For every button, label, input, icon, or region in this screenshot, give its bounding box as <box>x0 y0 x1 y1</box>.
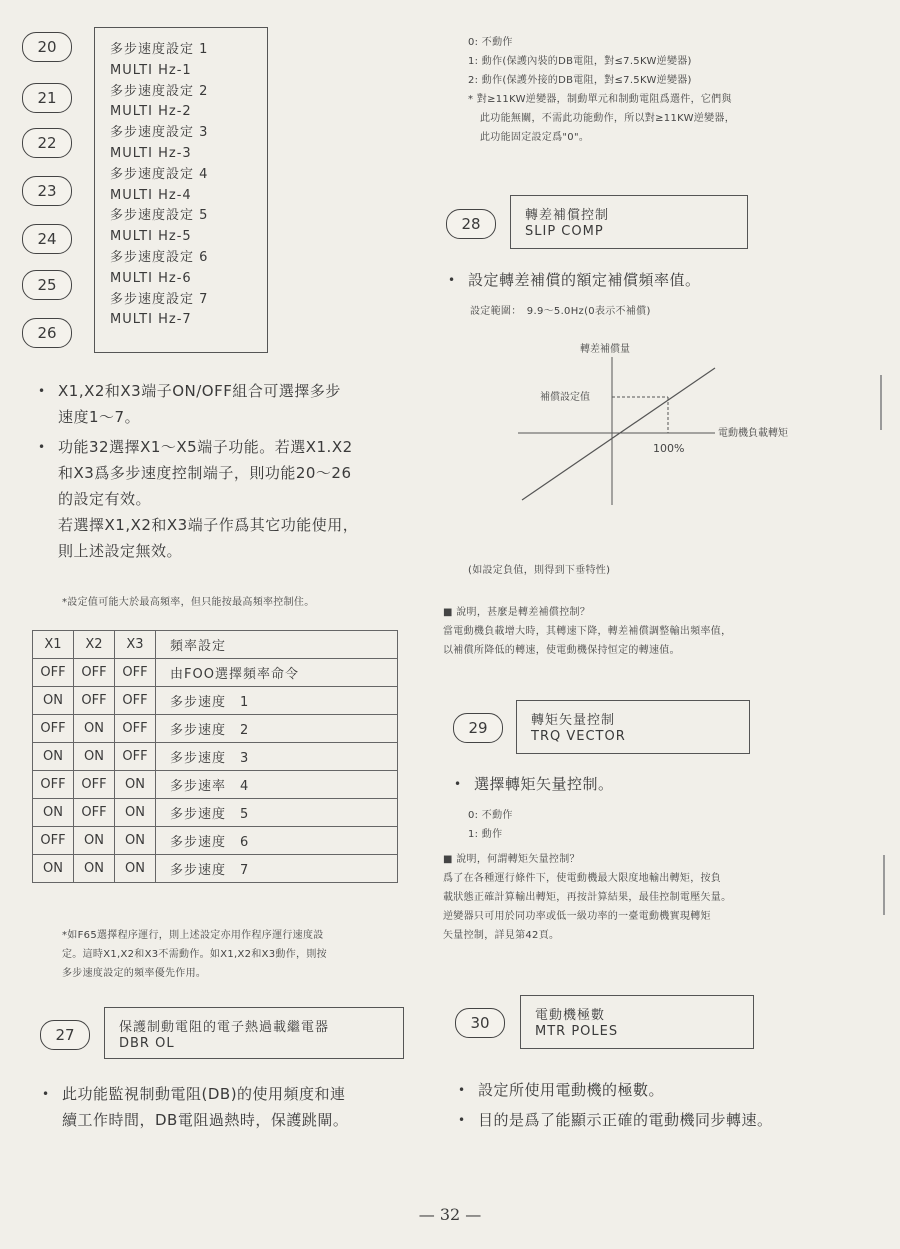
list-item: 多步速度設定 7 <box>110 291 209 307</box>
frequency-table <box>32 630 398 883</box>
bullet-text: 的設定有效。 <box>58 490 152 508</box>
table-header-row <box>33 631 398 659</box>
table-cell: 多步速率 4 <box>156 771 398 799</box>
bullet-dot-icon: • <box>38 440 46 454</box>
section-30-header-box <box>520 995 754 1049</box>
param-number-21: 21 <box>22 83 72 113</box>
bullet-dot-icon: • <box>454 777 462 791</box>
table-cell: 由FOO選擇頻率命令 <box>156 659 398 687</box>
table-header: 頻率設定 <box>156 631 398 659</box>
list-item: 多步速度設定 1 <box>110 42 209 57</box>
slip-comp-graph <box>500 335 820 515</box>
table-cell: ON <box>115 799 156 827</box>
list-item: MULTI Hz-3 <box>110 145 192 161</box>
section-29-title-en: TRQ VECTOR <box>531 729 626 744</box>
square-bullet-icon: ■ <box>443 854 457 865</box>
bullet-text: 設定所使用電動機的極數。 <box>478 1081 665 1099</box>
list-item: 多步速度設定 4 <box>110 166 209 182</box>
table-cell: ON <box>74 743 115 771</box>
square-bullet-icon: ■ <box>443 607 457 618</box>
table-cell: ON <box>74 855 115 883</box>
margin-mark <box>883 855 885 915</box>
table-cell: OFF <box>115 743 156 771</box>
table-cell: OFF <box>33 771 74 799</box>
option-line: 此功能無關，不需此功能動作，所以對≥11KW逆變器， <box>480 113 735 124</box>
bullet-text: 設定轉差補償的額定補償頻率值。 <box>468 271 701 289</box>
option-line: 2: 動作(保護外接的DB電阻，對≤7.5KW逆變器) <box>468 75 692 86</box>
graph-characteristic-line <box>522 368 715 500</box>
section-27-header-box <box>104 1007 404 1059</box>
list-item: MULTI Hz-5 <box>110 229 192 245</box>
section-28-bullet <box>448 267 701 293</box>
section-28-header-box <box>510 195 748 249</box>
bullet-text: 速度1～7。 <box>58 408 141 426</box>
table-cell: ON <box>74 827 115 855</box>
param-number-25: 25 <box>22 270 72 300</box>
bullet-text: 若選擇X1,X2和X3端子作爲其它功能使用， <box>58 516 359 534</box>
table-header: X3 <box>115 631 156 659</box>
section-30-bullets <box>458 1077 773 1133</box>
table-row <box>33 659 398 687</box>
explanation-title: ■ 說明，何謂轉矩矢量控制？ <box>443 854 580 865</box>
explanation-line: 以補償所降低的轉速，使電動機保持恒定的轉速值。 <box>443 645 680 656</box>
bullet-dot-icon: • <box>38 384 46 398</box>
graph-100pct-label: 100% <box>653 442 685 455</box>
section-28-title-cn: 轉差補償控制 <box>525 208 610 223</box>
bullet-text: 則上述設定無效。 <box>58 542 183 560</box>
graph-x-axis-label: 電動機負載轉矩 <box>718 428 788 439</box>
bullet-text: 此功能監視制動電阻(DB)的使用頻度和連 <box>62 1085 346 1103</box>
table-cell: 多步速度 5 <box>156 799 398 827</box>
param-number-29: 29 <box>453 713 503 743</box>
section-30-title-cn: 電動機極數 <box>535 1008 606 1023</box>
table-cell: OFF <box>33 659 74 687</box>
table-row <box>33 715 398 743</box>
section-28-explanation <box>443 603 731 660</box>
graph-set-value-label: 補償設定值 <box>540 392 590 403</box>
bullet-text: 選擇轉矩矢量控制。 <box>474 775 614 793</box>
table-cell: OFF <box>115 687 156 715</box>
bullet-dot-icon: • <box>458 1113 466 1127</box>
table-cell: ON <box>115 827 156 855</box>
multi-speed-list <box>110 40 208 331</box>
bullet-text: 續工作時間，DB電阻過熱時，保護跳閘。 <box>62 1111 349 1129</box>
param-number-26: 26 <box>22 318 72 348</box>
table-cell: ON <box>33 799 74 827</box>
multi-speed-bullets <box>38 378 408 564</box>
explanation-line: 逆變器只可用於同功率或低一級功率的一臺電動機實現轉矩 <box>443 911 711 922</box>
bullet-dot-icon: • <box>448 273 456 287</box>
note-max-frequency: *設定值可能大於最高頻率，但只能按最高頻率控制住。 <box>62 597 315 608</box>
table-row <box>33 827 398 855</box>
section-28-title-en: SLIP COMP <box>525 224 604 239</box>
table-cell: 多步速度 6 <box>156 827 398 855</box>
note-line: 多步速度設定的頻率優先作用。 <box>62 968 207 979</box>
margin-mark <box>880 375 882 430</box>
table-cell: ON <box>115 771 156 799</box>
table-cell: OFF <box>74 799 115 827</box>
section-29-explanation <box>443 850 731 945</box>
param-number-28: 28 <box>446 209 496 239</box>
table-cell: OFF <box>33 715 74 743</box>
option-line: * 對≥11KW逆變器，制動單元和制動電阻爲選件，它們與 <box>468 94 732 105</box>
table-row <box>33 743 398 771</box>
table-cell: OFF <box>33 827 74 855</box>
table-cell: OFF <box>115 715 156 743</box>
param-number-20: 20 <box>22 32 72 62</box>
table-row <box>33 855 398 883</box>
table-cell: ON <box>74 715 115 743</box>
list-item: MULTI Hz-7 <box>110 312 192 328</box>
table-cell: 多步速度 3 <box>156 743 398 771</box>
section-27-bullet <box>42 1081 412 1133</box>
note-line: *如F65選擇程序運行，則上述設定亦用作程序運行速度設 <box>62 930 324 941</box>
param-number-23: 23 <box>22 176 72 206</box>
list-item: 多步速度設定 2 <box>110 83 209 99</box>
explanation-line: 載狀態正確計算輸出轉矩，再按計算結果，最佳控制電壓矢量。 <box>443 892 732 903</box>
option-line: 1: 動作(保護內裝的DB電阻，對≤7.5KW逆變器) <box>468 56 692 67</box>
section-27-title-en: DBR OL <box>119 1036 175 1051</box>
param-number-24: 24 <box>22 224 72 254</box>
table-row <box>33 799 398 827</box>
table-cell: OFF <box>74 659 115 687</box>
table-cell: ON <box>33 743 74 771</box>
param-number-22: 22 <box>22 128 72 158</box>
table-cell: 多步速度 2 <box>156 715 398 743</box>
option-line: 0: 不動作 <box>468 810 513 821</box>
bullet-dot-icon: • <box>42 1087 50 1101</box>
list-item: MULTI Hz-4 <box>110 187 192 203</box>
table-cell: OFF <box>74 771 115 799</box>
section-29-header-box <box>516 700 750 754</box>
table-cell: OFF <box>115 659 156 687</box>
bullet-text: 和X3爲多步速度控制端子，則功能20～26 <box>58 464 352 482</box>
table-cell: ON <box>33 687 74 715</box>
note-program-run <box>62 926 327 983</box>
bullet-text: X1,X2和X3端子ON/OFF組合可選擇多步 <box>58 382 341 400</box>
bullet-text: 功能32選擇X1～X5端子功能。若選X1.X2 <box>58 438 353 456</box>
section-30-title-en: MTR POLES <box>535 1024 619 1039</box>
option-line: 1: 動作 <box>468 829 503 840</box>
table-row <box>33 687 398 715</box>
param-number-30: 30 <box>455 1008 505 1038</box>
explanation-line: 爲了在各種運行條件下，使電動機最大限度地輸出轉矩，按負 <box>443 873 722 884</box>
section-28-range: 設定範圍： 9.9～5.0Hz(0表示不補償) <box>470 306 651 317</box>
table-cell: 多步速度 1 <box>156 687 398 715</box>
table-cell: OFF <box>74 687 115 715</box>
section-27-options <box>468 33 735 147</box>
graph-caption: (如設定負值，則得到下垂特性) <box>468 565 611 576</box>
list-item: MULTI Hz-2 <box>110 104 192 120</box>
explanation-line: 當電動機負載增大時，其轉速下降，轉差補償調整輸出頻率值， <box>443 626 732 637</box>
bullet-text: 目的是爲了能顯示正確的電動機同步轉速。 <box>478 1111 773 1129</box>
multi-speed-header-box <box>94 27 268 353</box>
table-cell: ON <box>33 855 74 883</box>
graph-y-axis-label: 轉差補償量 <box>580 344 630 355</box>
table-header: X1 <box>33 631 74 659</box>
note-line: 定。這時X1,X2和X3不需動作。如X1,X2和X3動作，則按 <box>62 949 327 960</box>
table-header: X2 <box>74 631 115 659</box>
list-item: 多步速度設定 3 <box>110 125 209 141</box>
param-number-27: 27 <box>40 1020 90 1050</box>
page-number: — 32 — <box>418 1205 482 1224</box>
option-line: 0: 不動作 <box>468 37 513 48</box>
bullet-dot-icon: • <box>458 1083 466 1097</box>
table-cell: ON <box>115 855 156 883</box>
list-item: MULTI Hz-1 <box>110 62 192 78</box>
table-row <box>33 771 398 799</box>
explanation-line: 矢量控制，詳見第42頁。 <box>443 930 560 941</box>
section-29-bullet <box>454 771 614 797</box>
section-27-title-cn: 保護制動電阻的電子熱過載繼電器 <box>119 1020 330 1035</box>
section-29-title-cn: 轉矩矢量控制 <box>531 713 616 728</box>
section-29-options <box>468 806 513 844</box>
explanation-title: ■ 說明，甚麼是轉差補償控制？ <box>443 607 591 618</box>
table-cell: 多步速度 7 <box>156 855 398 883</box>
option-line: 此功能固定設定爲"0"。 <box>480 132 590 143</box>
list-item: 多步速度設定 5 <box>110 208 209 224</box>
list-item: 多步速度設定 6 <box>110 249 209 265</box>
list-item: MULTI Hz-6 <box>110 270 192 286</box>
